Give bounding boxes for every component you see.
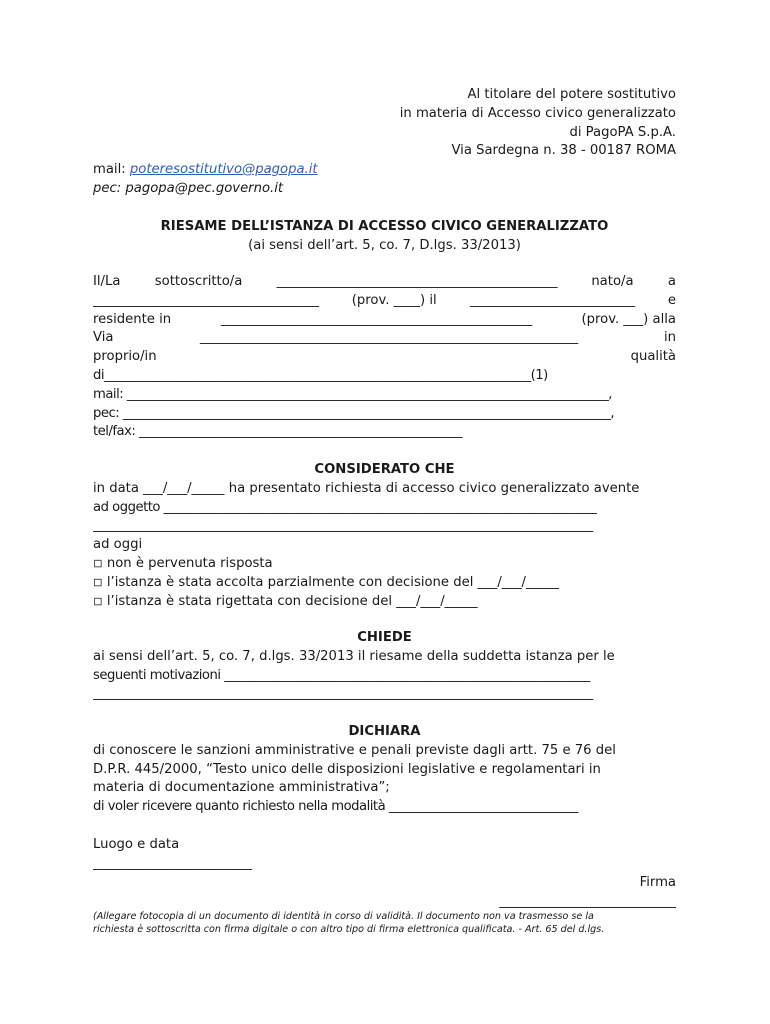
- applicant-line-4: [93, 329, 676, 348]
- subject-line[interactable]: ad oggetto _______________________________________________________________________: [93, 499, 597, 515]
- considerato-block: [93, 461, 676, 611]
- considerato-heading: CONSIDERATO CHE: [314, 462, 455, 477]
- applicant-line-2: [93, 292, 676, 311]
- text-segment: a: [667, 274, 676, 289]
- motivations-field-2[interactable]: __________________________________________________________________________________: [93, 686, 593, 702]
- applicant-telfax-field[interactable]: tel/fax: _____________________________________________________: [93, 424, 463, 440]
- chiede-heading: CHIEDE: [357, 630, 412, 645]
- text-segment: Via: [93, 330, 114, 346]
- recipient-line-3: di PagoPA S.p.A.: [569, 124, 676, 140]
- text-segment: residente in: [93, 311, 172, 327]
- recipient-line-4: Via Sardegna n. 38 - 00187 ROMA: [451, 143, 676, 159]
- signature-label: Firma: [639, 875, 676, 890]
- footnote-block: [93, 911, 676, 936]
- recipient-block: [93, 86, 676, 161]
- option-partially-accepted[interactable]: ◽ l’istanza è stata accolta parzialmente con decisione del ___/___/_____: [93, 574, 559, 590]
- option-no-response[interactable]: ◽ non è pervenuta risposta: [93, 555, 273, 571]
- document-title: RIESAME DELL’ISTANZA DI ACCESSO CIVICO GENERALIZZATO: [160, 219, 609, 234]
- mail-link[interactable]: poteresostitutivo@pagopa.it: [129, 162, 318, 177]
- applicant-line-3: [93, 311, 676, 330]
- applicant-mail-field[interactable]: mail: _______________________________________________________________________________,: [93, 386, 612, 402]
- street-field[interactable]: ______________________________________________________________: [199, 330, 578, 346]
- ad-oggi-label: ad oggi: [93, 537, 143, 553]
- text-segment: proprio/in: [93, 349, 157, 365]
- footnote-line-1: (Allegare fotocopia di un documento di identità in corso di validità. Il documento non va trasmesso se la: [93, 911, 594, 922]
- chiede-text-1: ai sensi dell’art. 5, co. 7, d.lgs. 33/2013 il riesame della suddetta istanza per le: [93, 648, 615, 664]
- text-segment: in: [663, 330, 676, 346]
- dichiara-text-1: di conoscere le sanzioni amministrative e penali previste dagli artt. 75 e 76 del: [93, 742, 616, 758]
- dichiara-text-3: materia di documentazione amministrativa”;: [93, 780, 390, 796]
- text-segment: e: [667, 292, 676, 308]
- residence-field[interactable]: ___________________________________________________: [220, 311, 532, 327]
- text-segment: Il/La: [93, 274, 121, 289]
- mail-line: [93, 161, 676, 180]
- option-rejected[interactable]: ◽ l’istanza è stata rigettata con decisione del ___/___/_____: [93, 593, 478, 609]
- recipient-line-2: in materia di Accesso civico generalizzato: [399, 105, 676, 121]
- delivery-mode-field[interactable]: di voler ricevere quanto richiesto nella modalità _______________________________: [93, 799, 578, 815]
- mail-label: mail:: [93, 162, 130, 177]
- text-segment: sottoscritto/a: [154, 274, 243, 289]
- recipient-line-1: Al titolare del potere sostitutivo: [467, 87, 676, 102]
- text-segment: qualità: [630, 349, 676, 365]
- request-date-line[interactable]: in data ___/___/_____ ha presentato richiesta di accesso civico generalizzato avente: [93, 480, 640, 496]
- motivations-field[interactable]: seguenti motivazioni ____________________________________________________________: [93, 667, 590, 683]
- place-date-block: [93, 836, 676, 874]
- title-block: [93, 218, 676, 256]
- dichiara-text-2: D.P.R. 445/2000, “Testo unico delle disposizioni legislative e regolamentari in: [93, 761, 601, 777]
- name-field[interactable]: ______________________________________________: [276, 274, 557, 289]
- subject-line-2[interactable]: __________________________________________________________________________________: [93, 518, 593, 534]
- applicant-block: [93, 273, 676, 442]
- text-segment: (prov. ____) il: [351, 292, 437, 308]
- place-date-label: Luogo e data: [93, 837, 180, 852]
- text-segment: nato/a: [591, 274, 634, 289]
- contacts-block: [93, 161, 676, 199]
- applicant-pec-field[interactable]: pec: ________________________________________________________________________________,: [93, 405, 615, 421]
- capacity-field[interactable]: di______________________________________________________________________(1): [93, 367, 548, 383]
- birthdate-field[interactable]: ___________________________: [470, 292, 635, 308]
- applicant-line-5: [93, 348, 676, 367]
- signature-field[interactable]: _____________________________: [499, 893, 676, 909]
- birthplace-field[interactable]: _____________________________________: [93, 292, 319, 308]
- place-date-field[interactable]: __________________________: [93, 855, 252, 871]
- text-segment: (prov. ___) alla: [581, 311, 676, 327]
- dichiara-block: [93, 723, 676, 817]
- chiede-block: [93, 629, 676, 704]
- signature-block: [93, 874, 676, 912]
- applicant-line-1: [93, 273, 676, 292]
- footnote-line-2: richiesta è sottoscritta con firma digitale o con altro tipo di firma elettronica qualificata. - Art. 65 del d.lgs.: [93, 923, 605, 935]
- pec-line: pec: pagopa@pec.governo.it: [93, 180, 284, 196]
- document-subtitle: (ai sensi dell’art. 5, co. 7, D.lgs. 33/2013): [248, 237, 521, 253]
- dichiara-heading: DICHIARA: [348, 724, 421, 739]
